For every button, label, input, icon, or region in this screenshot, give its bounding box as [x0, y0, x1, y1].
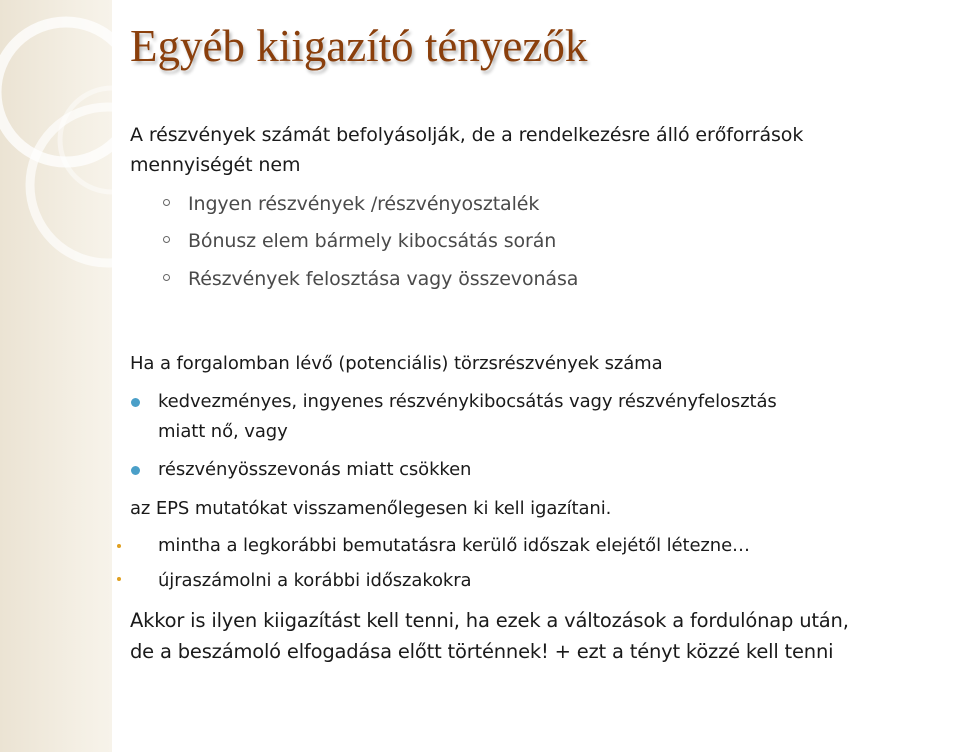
decorative-sidebar — [0, 0, 112, 752]
section3-bullet-2: újraszámolni a korábbi időszakokra — [158, 570, 472, 591]
section2-bullet2: részvényösszevonás miatt csökken — [158, 459, 472, 480]
blue-bullet-icon — [131, 466, 140, 475]
hollow-bullet-icon — [163, 199, 170, 206]
intro-line-2: mennyiségét nem — [130, 154, 301, 176]
blue-bullet-icon — [131, 398, 140, 407]
section2-bullet1-line2: miatt nő, vagy — [158, 421, 288, 442]
section2-bullet1-line1: kedvezményes, ingyenes részvénykibocsátás vagy részvényfelosztás — [158, 391, 777, 412]
hollow-bullet-icon — [163, 274, 170, 281]
decorative-rings-graphic — [0, 0, 112, 752]
hollow-bullet-icon — [163, 236, 170, 243]
sub-item-1: Ingyen részvények /részvényosztalék — [188, 193, 540, 215]
sub-item-2: Bónusz elem bármely kibocsátás során — [188, 230, 557, 252]
closing-line-1: Akkor is ilyen kiigazítást kell tenni, ha ezek a változások a fordulónap után, — [130, 609, 849, 632]
section2-heading: Ha a forgalomban lévő (potenciális) törzsrészvények száma — [130, 353, 663, 374]
gold-bullet-icon — [117, 577, 121, 581]
sub-item-3: Részvények felosztása vagy összevonása — [188, 268, 579, 290]
intro-line-1: A részvények számát befolyásolják, de a rendelkezésre álló erőforrások — [130, 124, 804, 146]
section2-conclusion: az EPS mutatókat visszamenőlegesen ki kell igazítani. — [130, 498, 612, 519]
gold-bullet-icon — [117, 544, 121, 548]
section3-bullet-1: mintha a legkorábbi bemutatásra kerülő időszak elejétől létezne… — [158, 535, 750, 556]
slide-title: Egyéb kiigazító tényezők — [130, 21, 588, 71]
closing-line-2: de a beszámoló elfogadása előtt történnek! + ezt a tényt közzé kell tenni — [130, 640, 834, 663]
